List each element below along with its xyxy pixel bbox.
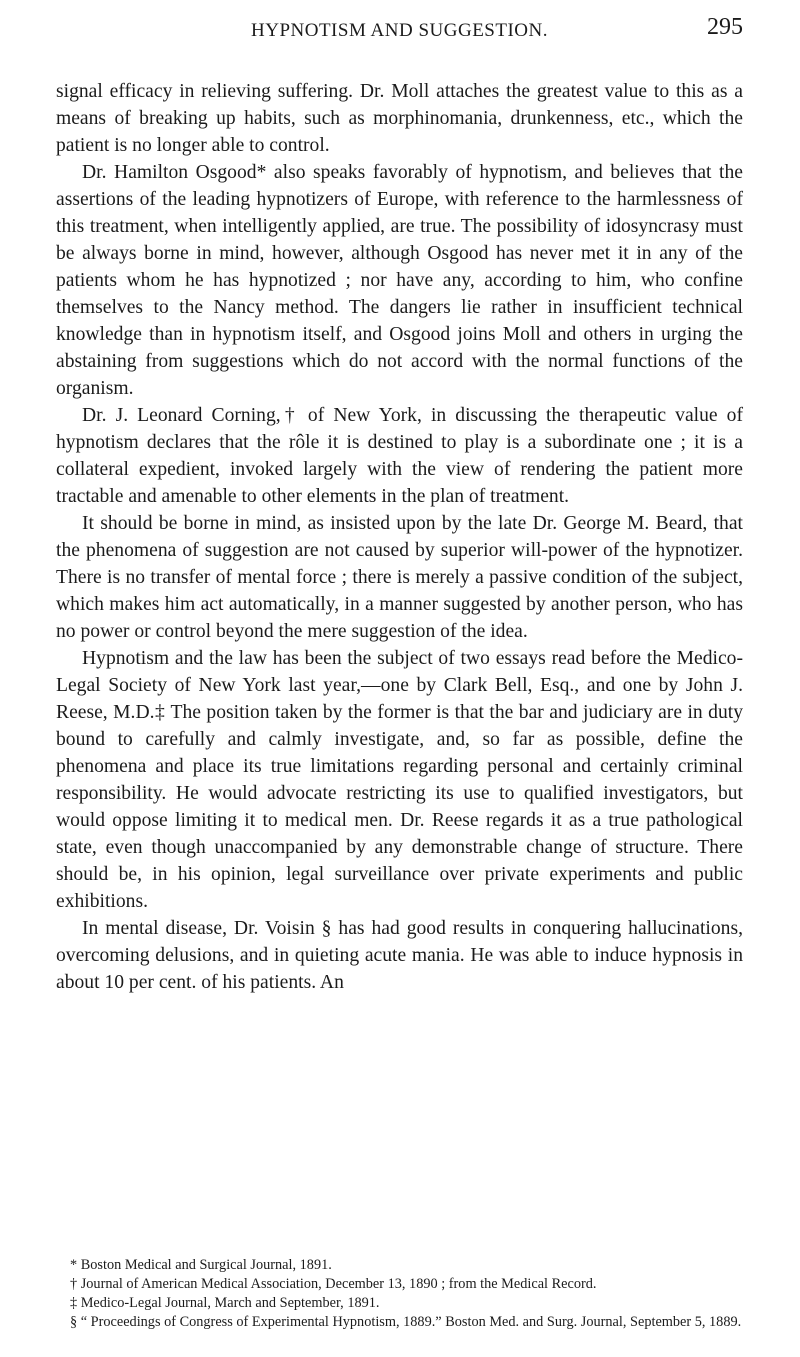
paragraph-beard: It should be borne in mind, as insisted upon by the late Dr. George M. Beard, that the phenomena of suggestion are not caused by superior will-power of the hypnotizer. There is no transfer of mental force ; there is merely a passive condition of the subject, which makes him act automatically, in a manner suggested by another person, who has no power or control beyond the mere suggestion of the idea. bbox=[56, 513, 743, 642]
running-head: HYPNOTISM AND SUGGESTION. bbox=[251, 20, 548, 41]
footnote: † Journal of American Medical Association, December 13, 1890 ; from the Medical Record. bbox=[70, 1276, 597, 1292]
paragraph-corning: Dr. J. Leonard Corning,† of New York, in discussing the therapeutic value of hypnotism declares that the rôle it is destined to play is a subordinate one ; it is a collateral expedient, invoked largely with the view of rendering the patient more tractable and amenable to other elements in the plan of treatment. bbox=[56, 405, 743, 507]
body-text bbox=[56, 78, 743, 996]
paragraph-law: Hypnotism and the law has been the subject of two essays read before the Medico-Legal Society of New York last year,—one by Clark Bell, Esq., and one by John J. Reese, M.D.‡ The position taken by the former is that the bar and judiciary are in duty bound to carefully and calmly investigate, and, so far as possible, define the phenomena and place its true limitations regarding personal and certainly criminal responsibility. He would advocate restricting its use to qualified investigators, but would oppose limiting it to medical men. Dr. Reese regards it as a true pathological state, even though unaccompanied by any demonstrable change of structure. There should be, in his opinion, legal surveillance over private experiments and public exhibitions. bbox=[56, 648, 743, 912]
paragraph-voisin: In mental disease, Dr. Voisin § has had good results in conquering hallucinations, overcoming delusions, and in quieting acute mania. He was able to induce hypnosis in about 10 per cent. of his patients. An bbox=[56, 918, 743, 993]
paragraph-osgood: Dr. Hamilton Osgood* also speaks favorably of hypnotism, and believes that the assertions of the leading hypnotizers of Europe, with reference to the harmlessness of this treatment, when intelligently applied, are true. The possibility of idosyncrasy must be always borne in mind, however, although Osgood has never met it in any of the patients whom he has hypnotized ; nor have any, according to him, who confine themselves to the Nancy method. The dangers lie rather in insufficient technical knowledge than in hypnotism itself, and Osgood joins Moll and others in urging the abstaining from suggestions which do not accord with the normal functions of the organism. bbox=[56, 162, 743, 399]
footnote: § “ Proceedings of Congress of Experimental Hypnotism, 1889.” Boston Med. and Surg. Journal, September 5, 1889. bbox=[70, 1314, 742, 1330]
footnotes bbox=[56, 1256, 743, 1332]
footnote: ‡ Medico-Legal Journal, March and September, 1891. bbox=[70, 1295, 380, 1311]
page-number: 295 bbox=[707, 14, 743, 40]
page-header bbox=[56, 8, 743, 44]
footnote: * Boston Medical and Surgical Journal, 1891. bbox=[70, 1257, 332, 1273]
paragraph-continued: signal efficacy in relieving suffering. Dr. Moll attaches the greatest value to this as a means of breaking up habits, such as morphinomania, drunkenness, etc., which the patient is no longer able to control. bbox=[56, 81, 743, 156]
